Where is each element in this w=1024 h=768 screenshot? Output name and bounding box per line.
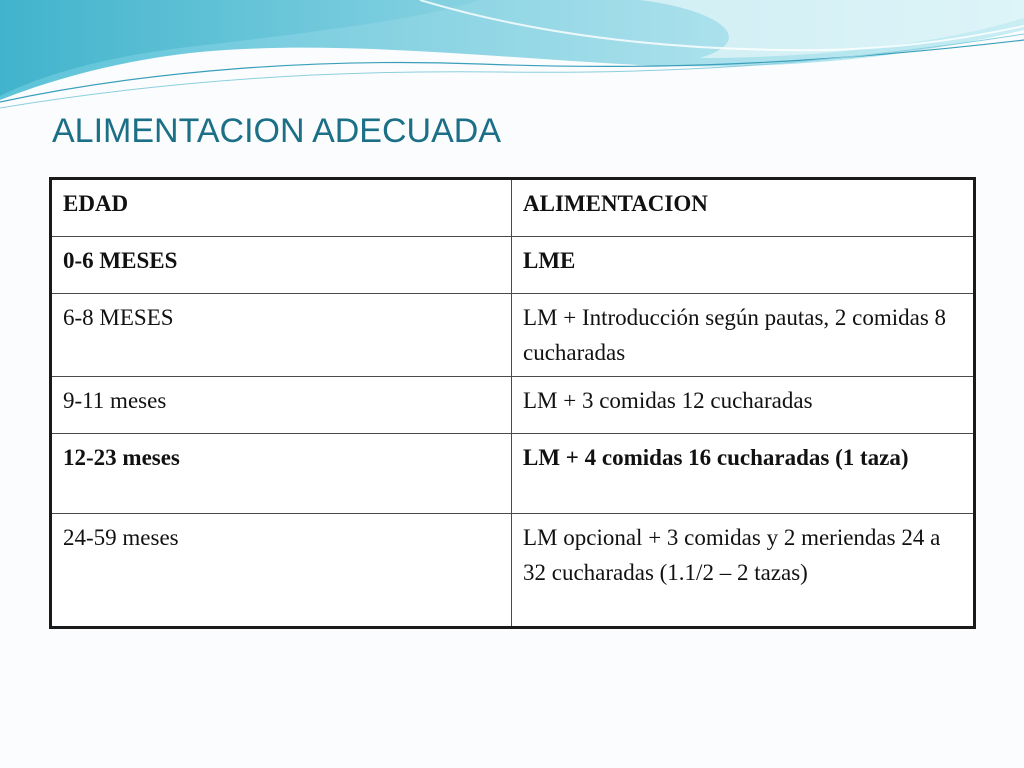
table-row xyxy=(51,294,975,377)
cell-edad: 12-23 meses xyxy=(51,434,512,514)
table-row xyxy=(51,237,975,294)
cell-edad: 6-8 MESES xyxy=(51,294,512,377)
cell-alimentacion: LM + 4 comidas 16 cucharadas (1 taza) xyxy=(512,434,975,514)
header-edad: EDAD xyxy=(51,179,512,237)
cell-edad: 0-6 MESES xyxy=(51,237,512,294)
table-row xyxy=(51,514,975,628)
cell-edad: 9-11 meses xyxy=(51,377,512,434)
slide-title: ALIMENTACION ADECUADA xyxy=(52,112,502,150)
feeding-table-body xyxy=(51,179,975,628)
header-alimentacion: ALIMENTACION xyxy=(512,179,975,237)
feeding-table-container xyxy=(49,177,973,629)
table-row xyxy=(51,434,975,514)
cell-alimentacion: LM opcional + 3 comidas y 2 meriendas 24 a 32 cucharadas (1.1/2 – 2 tazas) xyxy=(512,514,975,628)
table-header-row xyxy=(51,179,975,237)
decorative-wave-header xyxy=(0,0,1024,120)
cell-edad: 24-59 meses xyxy=(51,514,512,628)
cell-alimentacion: LM + 3 comidas 12 cucharadas xyxy=(512,377,975,434)
cell-alimentacion: LME xyxy=(512,237,975,294)
table-row xyxy=(51,377,975,434)
feeding-table xyxy=(49,177,976,629)
cell-alimentacion: LM + Introducción según pautas, 2 comidas 8 cucharadas xyxy=(512,294,975,377)
